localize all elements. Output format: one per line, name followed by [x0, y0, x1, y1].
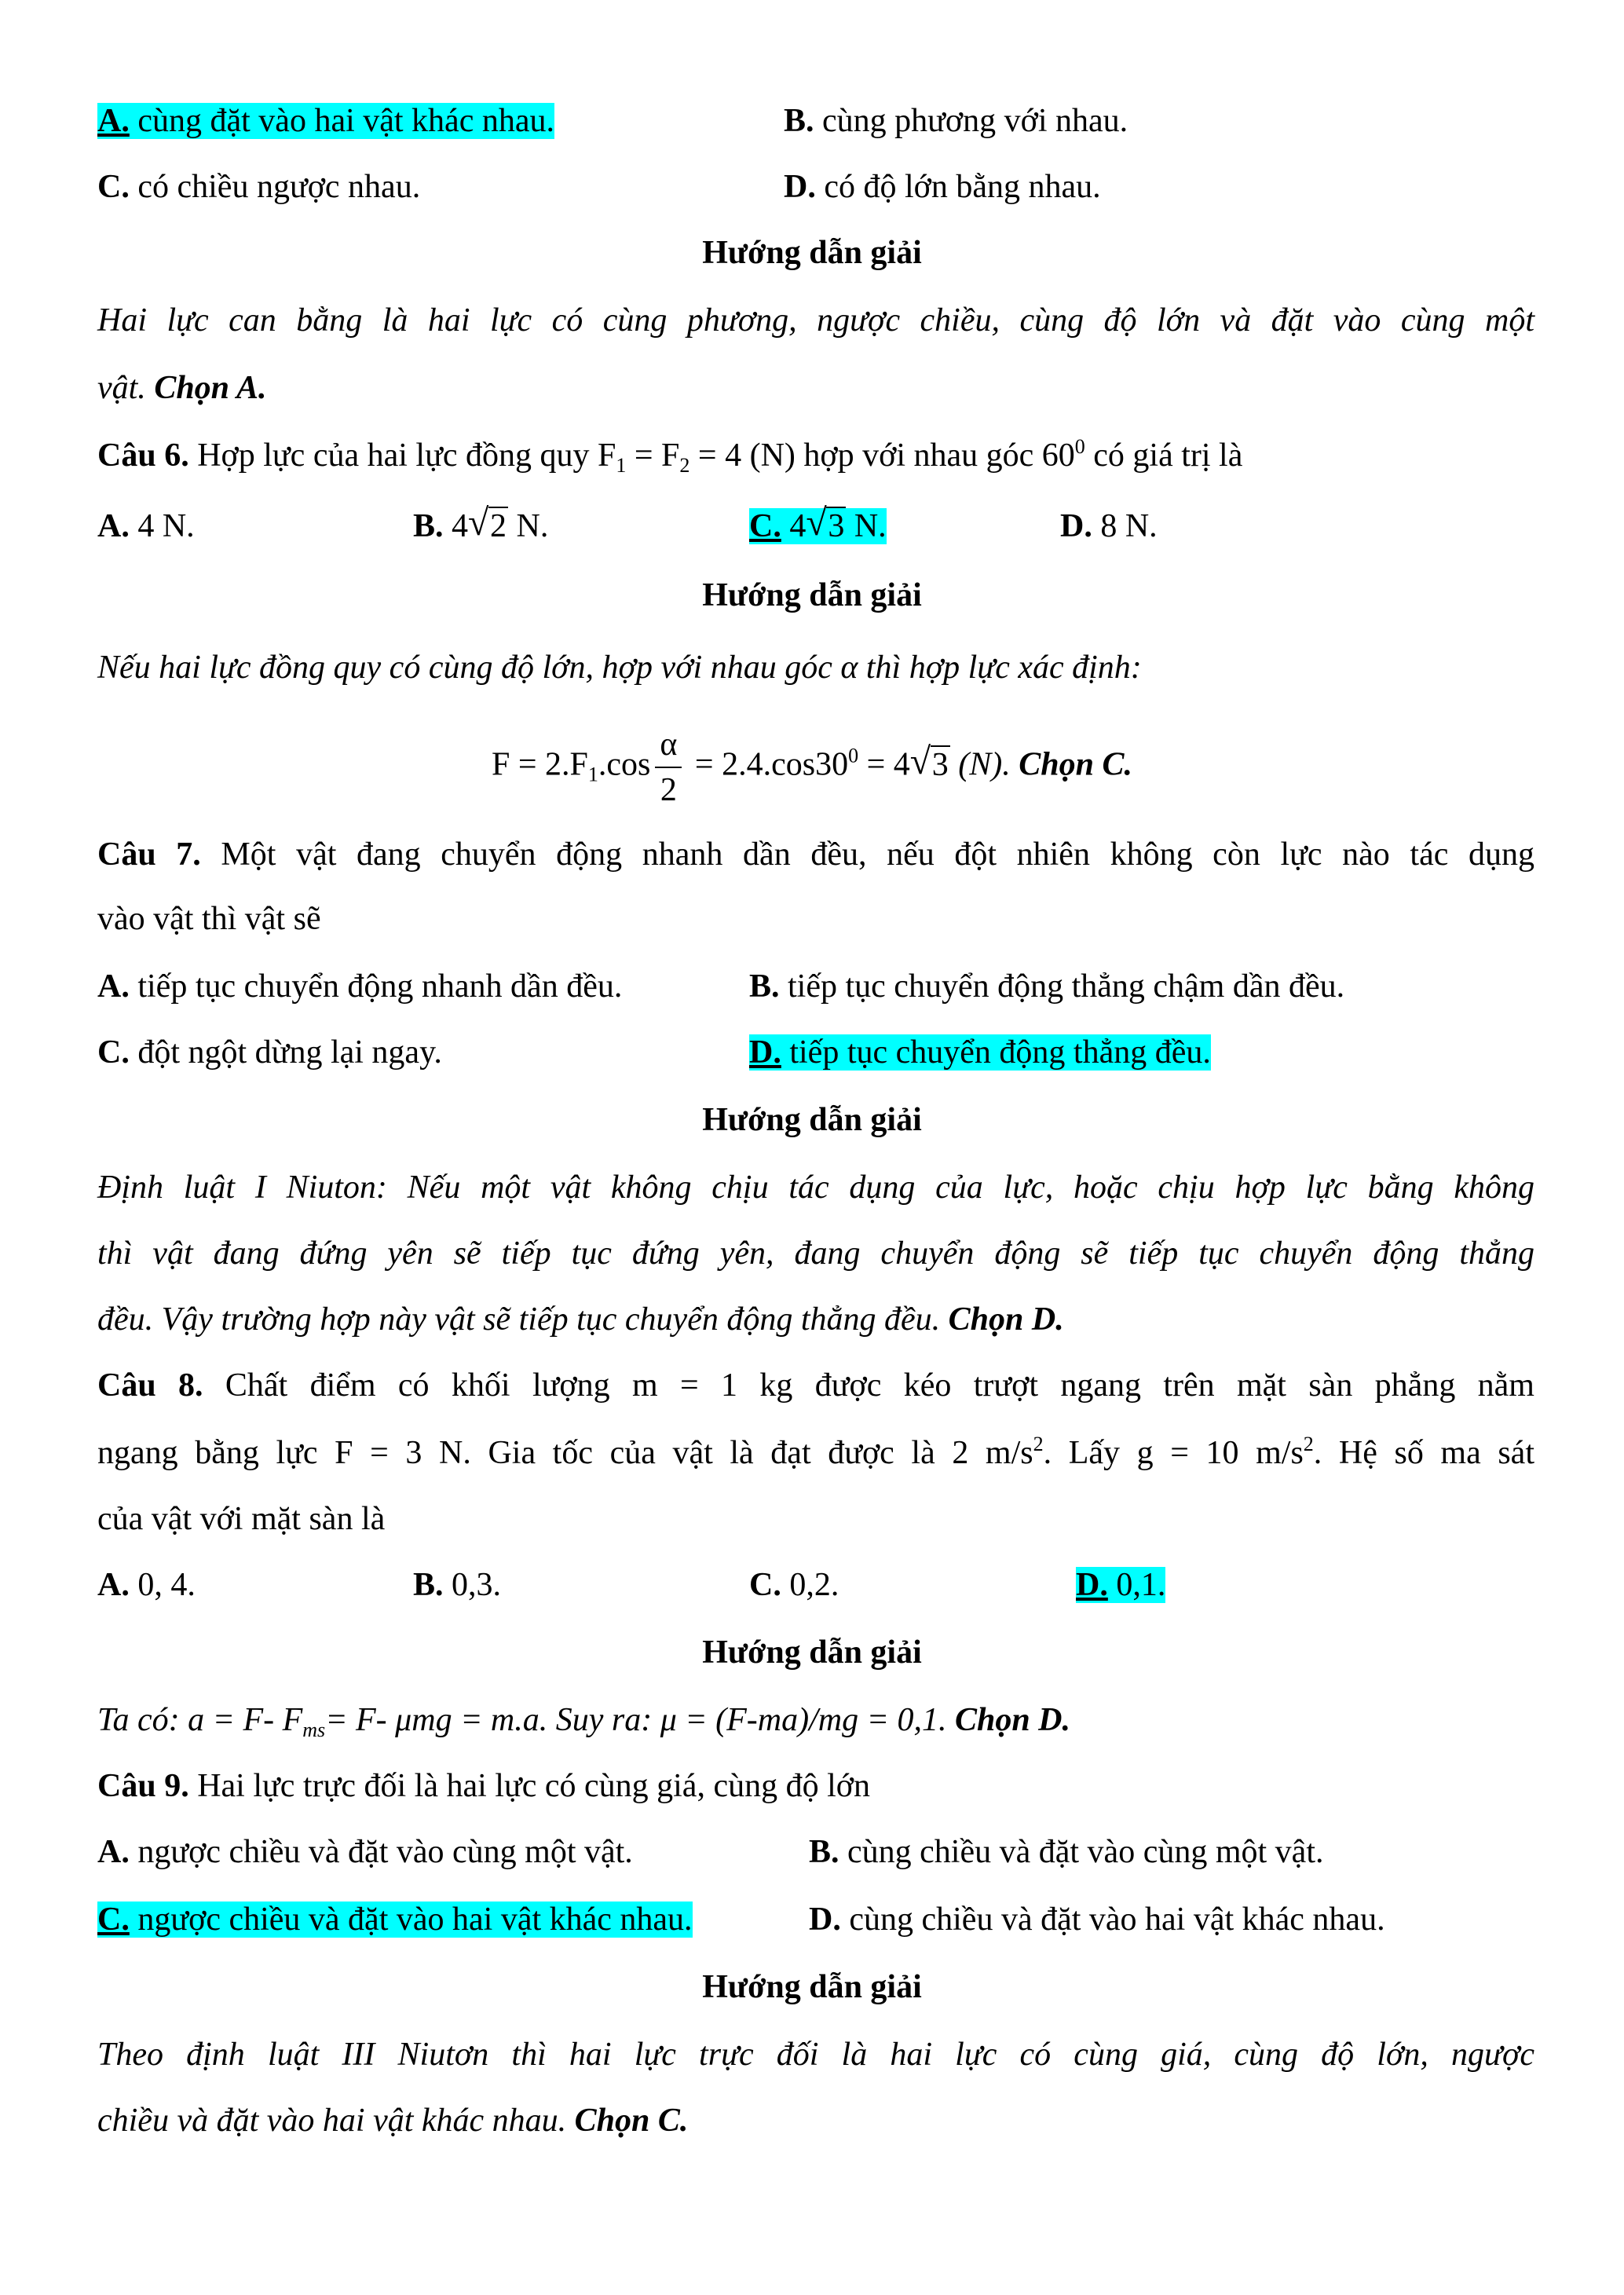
q6-option-d[interactable]: D. 8 N.	[1060, 508, 1158, 544]
q7-stem-line2: vào vật thì vật sẽ	[97, 901, 321, 937]
q5-option-c[interactable]	[97, 163, 420, 210]
q5-option-b[interactable]	[784, 97, 1128, 145]
q7-solution-line2: thì vật đang đứng yên sẽ tiếp tục đứng yên, đang chuyển động sẽ tiếp tục chuyển động thẳng	[97, 1235, 1534, 1272]
q8-stem-line1: Câu 8. Chất điểm có khối lượng m = 1 kg được kéo trượt ngang trên mặt sàn phẳng nằm	[97, 1367, 1534, 1404]
sqrt-symbol: √ 3	[909, 740, 949, 783]
q9-guide-title: Hướng dẫn giải	[702, 1969, 922, 2005]
q6-formula: $F = 2.F_1.\cos$ $\frac{\alpha}{2}$ = $2.4.\cos 30^0 = 4$ √ 3 (N). Chọn C.	[0, 723, 1624, 812]
q5-option-d-label: D.	[784, 169, 816, 205]
q8-label: Câu 8.	[97, 1367, 203, 1404]
q9-stem: Câu 9. Hai lực trực đối là hai lực có cùng giá, cùng độ lớn	[97, 1768, 870, 1804]
q5-option-a[interactable]	[97, 97, 554, 145]
sqrt-symbol: √ 2	[468, 502, 507, 544]
q6-label: Câu 6.	[97, 437, 189, 474]
q6-option-a[interactable]: A. 4 N.	[97, 508, 195, 544]
q7-guide-title: Hướng dẫn giải	[702, 1102, 922, 1138]
formula-fraction: $\frac{\alpha}{2}$	[655, 723, 682, 812]
q6-option-c[interactable]: C. 4 √ 3 N.	[749, 503, 887, 550]
q8-option-a[interactable]: A. 0, 4.	[97, 1567, 196, 1603]
q8-stem-line2: ngang bằng lực F = 3 N. Gia tốc của vật là đạt được là 2 $m/s^2$. Lấy g = 10 $m/s^2$. Hệ số ma sát	[97, 1433, 1534, 1471]
q9-option-c[interactable]: C. ngược chiều và đặt vào hai vật khác nhau.	[97, 1902, 693, 1938]
q8-choice: Chọn D.	[954, 1702, 1071, 1738]
q9-label: Câu 9.	[97, 1768, 189, 1804]
q6-option-b[interactable]: B. 4 √ 2 N.	[413, 503, 548, 550]
q5-option-b-label: B.	[784, 103, 814, 139]
q7-solution-line3: đều. Vậy trường hợp này vật sẽ tiếp tục chuyển động thẳng đều. Chọn D.	[97, 1301, 1064, 1338]
q5-option-c-label: C.	[97, 169, 130, 205]
q8-stem-line3: của vật với mặt sàn là	[97, 1501, 386, 1537]
q5-option-d-text: có độ lớn bằng nhau.	[815, 169, 1101, 205]
q7-label: Câu 7.	[97, 836, 201, 873]
q5-solution-line2: vật. Chọn A.	[97, 370, 267, 406]
q7-option-d[interactable]: D. tiếp tục chuyển động thẳng đều.	[749, 1034, 1211, 1071]
q5-option-c-text: có chiều ngược nhau.	[129, 169, 421, 205]
q7-solution-line1: Định luật I Niuton: Nếu một vật không chịu tác dụng của lực, hoặc chịu hợp lực bằng không	[97, 1169, 1534, 1206]
q9-solution-line1: Theo định luật III Niutơn thì hai lực trực đối là hai lực có cùng giá, cùng độ lớn, ngược	[97, 2037, 1534, 2073]
q5-option-a-text: cùng đặt vào hai vật khác nhau.	[129, 103, 554, 139]
q5-choice: Chọn A.	[154, 370, 267, 406]
q7-option-a[interactable]: A. tiếp tục chuyển động nhanh dần đều.	[97, 968, 623, 1005]
q9-option-d[interactable]: D. cùng chiều và đặt vào hai vật khác nhau.	[809, 1902, 1385, 1938]
q7-stem-line1: Câu 7. Một vật đang chuyển động nhanh dần đều, nếu đột nhiên không còn lực nào tác dụng	[97, 836, 1534, 873]
q8-option-d[interactable]: D. 0,1.	[1076, 1567, 1166, 1603]
q9-solution-line2: chiều và đặt vào hai vật khác nhau. Chọn C.	[97, 2103, 689, 2139]
q9-option-b[interactable]: B. cùng chiều và đặt vào cùng một vật.	[809, 1834, 1324, 1870]
q9-choice: Chọn C.	[574, 2103, 689, 2139]
q6-solution-intro: Nếu hai lực đồng quy có cùng độ lớn, hợp với nhau góc α thì hợp lực xác định:	[97, 650, 1142, 686]
sqrt-symbol: √ 3	[806, 502, 845, 544]
q7-choice: Chọn D.	[948, 1301, 1064, 1338]
q9-option-a[interactable]: A. ngược chiều và đặt vào cùng một vật.	[97, 1834, 633, 1870]
q8-guide-title: Hướng dẫn giải	[702, 1634, 922, 1671]
q8-solution: Ta có: a = F- $F_{ms}= F-$ μmg = m.a. Suy ra: μ = (F-ma)/mg = 0,1. Chọn D.	[97, 1702, 1071, 1741]
q5-guide-title: Hướng dẫn giải	[702, 235, 922, 271]
q6-choice: Chọn C.	[1019, 746, 1133, 783]
q6-guide-title: Hướng dẫn giải	[702, 577, 922, 613]
q7-option-b[interactable]: B. tiếp tục chuyển động thẳng chậm dần đều.	[749, 968, 1345, 1005]
q8-option-b[interactable]: B. 0,3.	[413, 1567, 502, 1603]
q7-option-c[interactable]: C. đột ngột dừng lại ngay.	[97, 1034, 442, 1071]
q6-stem: Câu 6. Hợp lực của hai lực đồng quy $F_1 = F_2 = 4$ (N) hợp với nhau góc $60^0$ có giá trị là	[97, 435, 1243, 477]
q5-solution-line1: Hai lực can bằng là hai lực có cùng phương, ngược chiều, cùng độ lớn và đặt vào cùng một	[97, 302, 1534, 339]
q5-option-d[interactable]	[784, 163, 1101, 210]
q5-option-b-text: cùng phương với nhau.	[814, 103, 1128, 139]
q8-option-c[interactable]: C. 0,2.	[749, 1567, 839, 1603]
q5-option-a-label: A.	[97, 103, 130, 139]
